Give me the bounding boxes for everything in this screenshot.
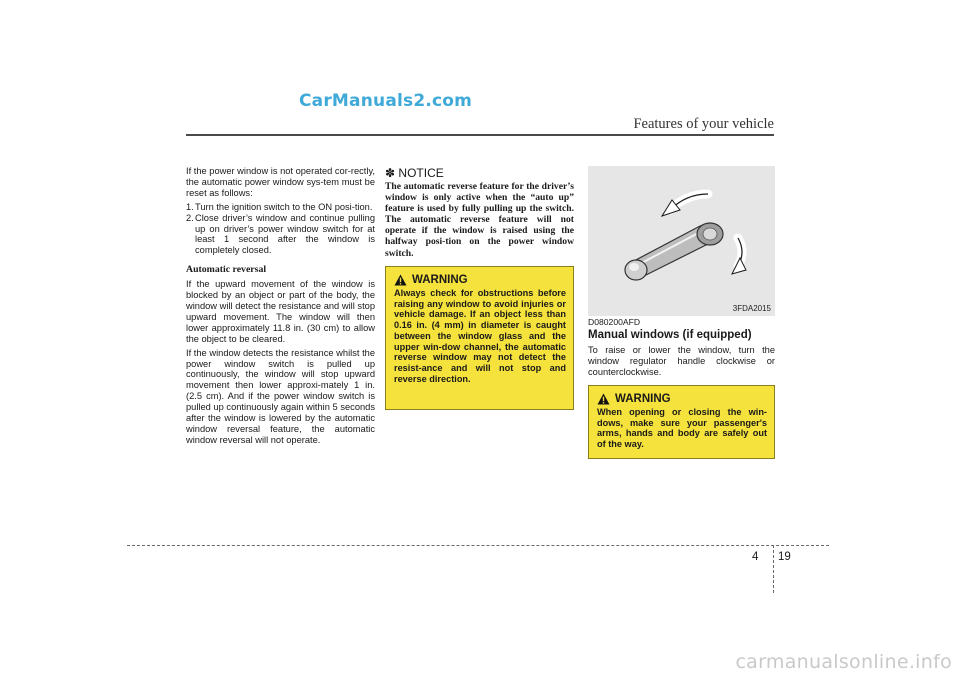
- window-crank-handle-illustration: [588, 166, 775, 316]
- page-chapter: 4: [752, 551, 759, 563]
- list-number: 1.: [186, 201, 194, 212]
- watermark-logo-bottom: carmanualsonline.info: [735, 651, 952, 673]
- reversal-paragraph-1: If the upward movement of the window is blocked by an object or part of the body, the window will detect the resistance and will stop upward movement. The window will then lower approximately 11.8 in. (30 cm) to allow the object to be cleared.: [186, 279, 375, 344]
- warning-triangle-icon: [394, 274, 407, 286]
- notice-heading: [385, 166, 574, 180]
- watermark-logo-top: CarManuals2.com: [299, 91, 473, 111]
- reversal-paragraph-2: If the window detects the resistance whilst the power window switch is pulled up continuously, the window will stop upward movement then lower approxi-mately 1 in. (2.5 cm). And if the power window switch is pulled up continuously again within 5 seconds after the window is lowered by the automatic window reversal feature, the automatic window reversal will not operate.: [186, 347, 375, 445]
- footer-rule: [127, 545, 829, 546]
- warning-triangle-icon: [597, 393, 610, 405]
- manual-windows-section: [588, 317, 775, 381]
- notice-title: NOTICE: [398, 166, 444, 180]
- warning-box-obstructions: [385, 266, 574, 410]
- list-item: [186, 213, 375, 257]
- window-regulator-figure: [588, 166, 775, 316]
- reset-intro: If the power window is not operated cor-rectly, the automatic power window sys-tem must be reset as follows:: [186, 166, 375, 198]
- warning-body: Always check for obstructions before raising any window to avoid injuries or vehicle damage. If an object less than 0.16 in. (4 mm) in diameter is caught between the window glass and the upper win-dow channel, the automatic reverse window may not detect the resist-ance and will not stop and reverse direction.: [394, 288, 566, 384]
- manual-windows-body: To raise or lower the window, turn the window regulator handle clockwise or counterclockwise.: [588, 344, 775, 377]
- warning-title: WARNING: [412, 274, 468, 286]
- list-item: [186, 202, 375, 213]
- warning-heading: [394, 274, 566, 286]
- notice-body: The automatic reverse feature for the driver’s window is only active when the “auto up” feature is used by fully pulling up the switch. The automatic reverse feature will not operate if the window is raised using the halfway posi-tion on the power window switch.: [385, 181, 574, 259]
- list-number: 2.: [186, 212, 194, 223]
- column-left: [186, 166, 375, 449]
- warning-body: When opening or closing the win-dows, make sure your passenger's arms, hands and body are safely out of the way.: [597, 407, 767, 450]
- figure-code: 3FDA2015: [732, 304, 771, 313]
- header-rule: [186, 134, 774, 136]
- warning-box-passengers: [588, 385, 775, 459]
- list-text: Turn the ignition switch to the ON posi-tion.: [195, 201, 373, 212]
- column-middle: [385, 166, 574, 259]
- subheading-automatic-reversal: Automatic reversal: [186, 264, 267, 276]
- notice-star-icon: ✽: [385, 166, 396, 180]
- list-text: Close driver’s window and continue pulling up on driver’s power window switch for at least 1 second after the window is completely closed.: [195, 212, 375, 256]
- manual-windows-heading: Manual windows (if equipped): [588, 328, 752, 341]
- page-number: 19: [778, 551, 791, 563]
- page-divider-line: [773, 545, 774, 593]
- warning-heading: [597, 393, 767, 405]
- warning-title: WARNING: [615, 393, 671, 405]
- section-title: Features of your vehicle: [633, 116, 774, 132]
- section-code: D080200AFD: [588, 317, 641, 327]
